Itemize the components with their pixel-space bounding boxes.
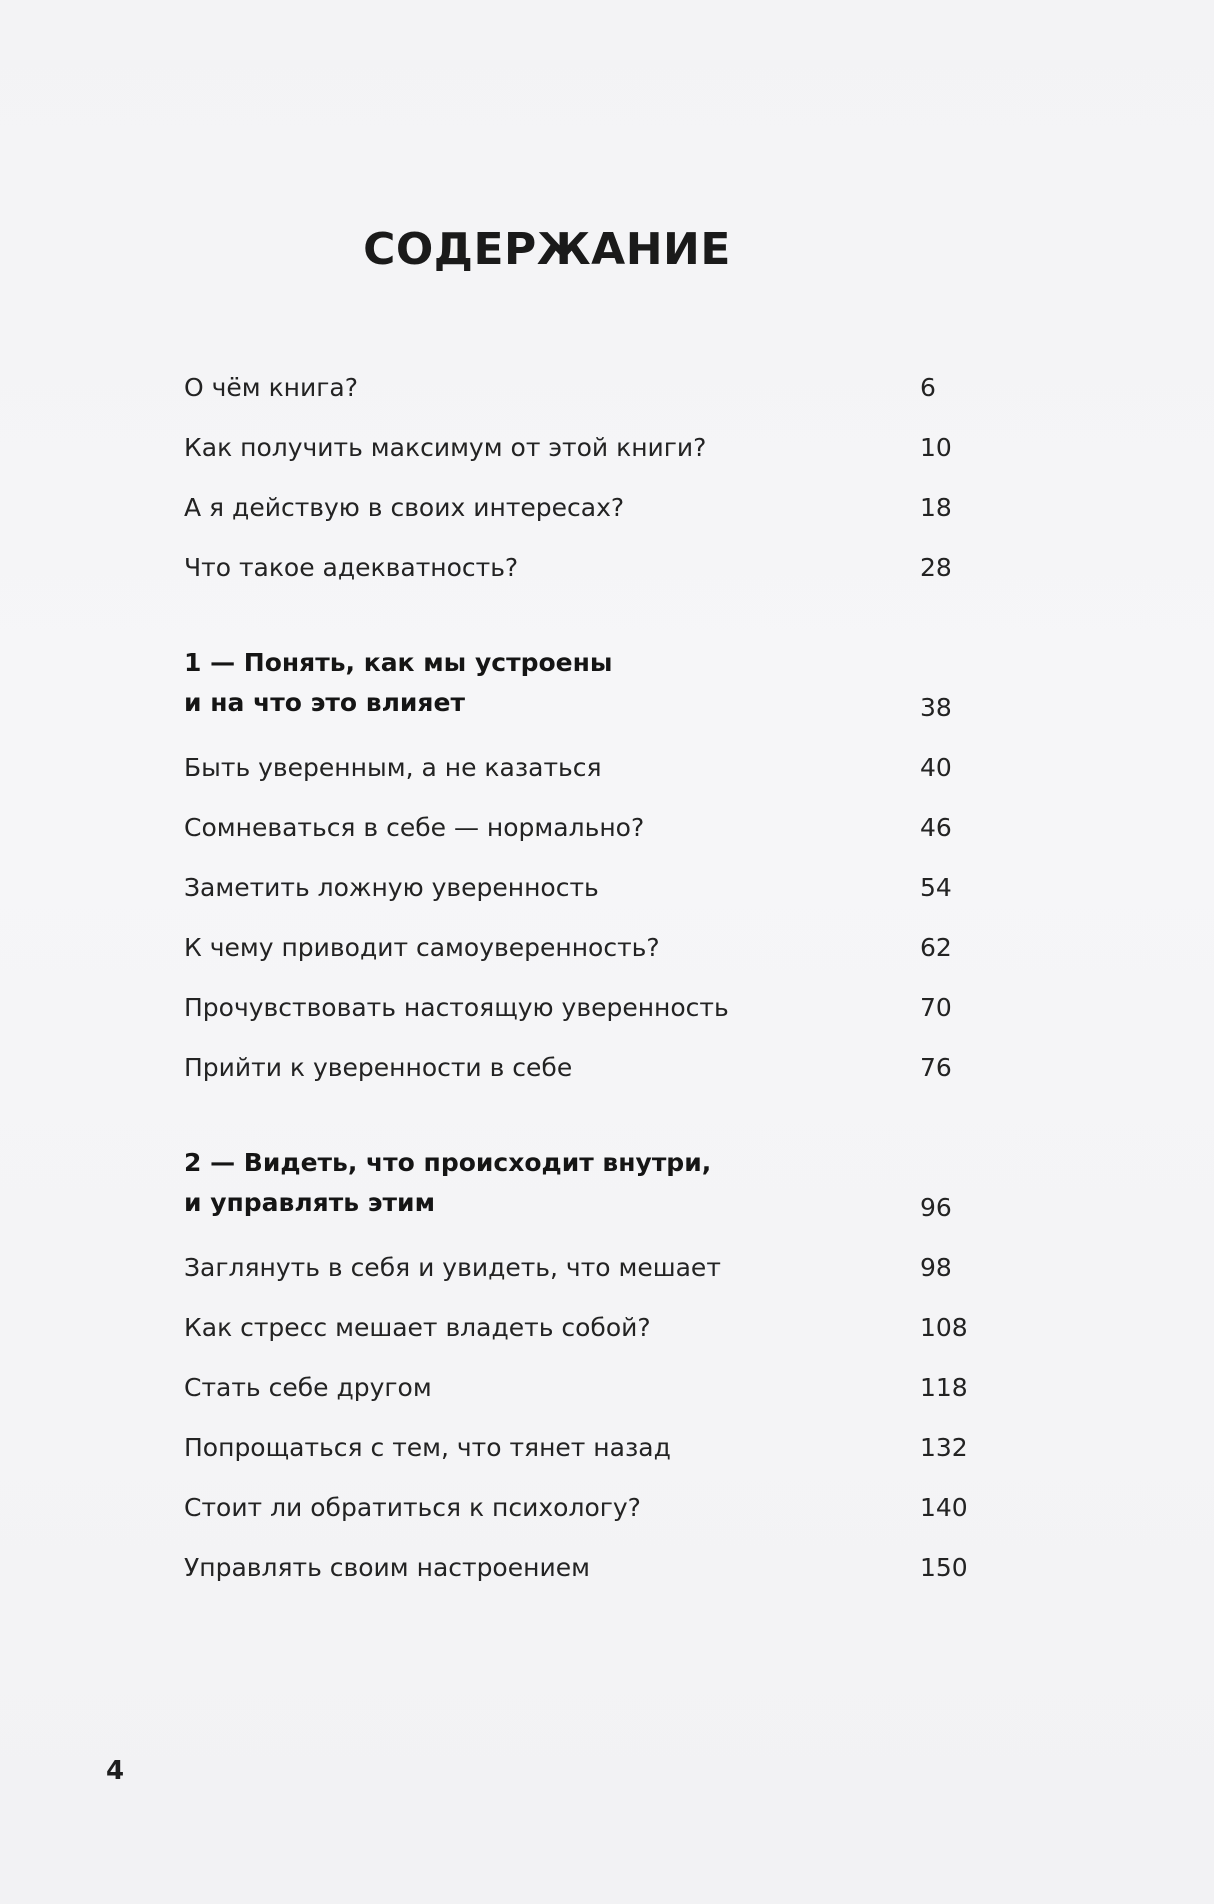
toc-part-page: 96 (920, 1193, 952, 1222)
toc-entry-title: Прийти к уверенности в себе (184, 1053, 573, 1082)
toc-entry-page: 28 (920, 553, 952, 582)
toc-entry-page: 140 (920, 1493, 968, 1522)
toc-entry (184, 1235, 1004, 1295)
toc-entry (184, 475, 1004, 535)
toc-part-page: 38 (920, 693, 952, 722)
toc-part-title-line1: 2 — Видеть, что происходит внутри, (184, 1148, 712, 1177)
toc-part-title (184, 1143, 711, 1223)
toc-part-title (184, 643, 613, 723)
toc-entry-title: Заметить ложную уверенность (184, 873, 599, 902)
toc-entry (184, 1475, 1004, 1535)
toc-entry-title: К чему приводит самоуверенность? (184, 933, 660, 962)
toc-entry (184, 1295, 1004, 1355)
toc-part-heading (184, 1148, 1004, 1235)
toc-entry-title: Что такое адекватность? (184, 553, 519, 582)
toc-entry-title: А я действую в своих интересах? (184, 493, 625, 522)
toc-part-title-line1: 1 — Понять, как мы устроены (184, 648, 613, 677)
toc-entry-page: 70 (920, 993, 952, 1022)
toc-entry (184, 795, 1004, 855)
toc-entry-page: 150 (920, 1553, 968, 1582)
toc-entry-page: 40 (920, 753, 952, 782)
toc-entry (184, 855, 1004, 915)
toc-entry-page: 10 (920, 433, 952, 462)
toc-part-title-line2: и на что это влияет (184, 688, 465, 717)
toc-entry (184, 415, 1004, 475)
toc-entry-page: 118 (920, 1373, 968, 1402)
toc-entry (184, 1415, 1004, 1475)
toc-entry (184, 1035, 1004, 1095)
toc-entry-page: 132 (920, 1433, 968, 1462)
toc-entry-title: Сомневаться в себе — нормально? (184, 813, 645, 842)
toc-entry-title: Как получить максимум от этой книги? (184, 433, 707, 462)
toc-entry-title: Быть уверенным, а не казаться (184, 753, 602, 782)
toc-entry-page: 46 (920, 813, 952, 842)
toc-entry-page: 6 (920, 373, 936, 402)
toc-entry (184, 1535, 1004, 1595)
table-of-contents (184, 355, 1004, 1595)
toc-entry-title: Заглянуть в себя и увидеть, что мешает (184, 1253, 721, 1282)
toc-entry (184, 975, 1004, 1035)
toc-entry (184, 355, 1004, 415)
toc-entry-page: 76 (920, 1053, 952, 1082)
toc-part-heading (184, 648, 1004, 735)
toc-entry-title: Как стресс мешает владеть собой? (184, 1313, 651, 1342)
toc-entry-title: Стать себе другом (184, 1373, 432, 1402)
toc-entry-page: 98 (920, 1253, 952, 1282)
toc-entry-title: Управлять своим настроением (184, 1553, 590, 1582)
toc-entry-page: 108 (920, 1313, 968, 1342)
toc-entry (184, 915, 1004, 975)
toc-entry-page: 62 (920, 933, 952, 962)
toc-entry-title: Прочувствовать настоящую уверенность (184, 993, 729, 1022)
toc-part-title-line2: и управлять этим (184, 1188, 436, 1217)
page-number: 4 (106, 1756, 125, 1786)
toc-entry-title: Попрощаться с тем, что тянет назад (184, 1433, 671, 1462)
page-title: СОДЕРЖАНИЕ (363, 224, 731, 275)
toc-entry (184, 535, 1004, 595)
toc-entry-page: 18 (920, 493, 952, 522)
toc-entry-title: О чём книга? (184, 373, 358, 402)
toc-entry-page: 54 (920, 873, 952, 902)
toc-entry (184, 1355, 1004, 1415)
toc-entry (184, 735, 1004, 795)
toc-entry-title: Стоит ли обратиться к психологу? (184, 1493, 641, 1522)
